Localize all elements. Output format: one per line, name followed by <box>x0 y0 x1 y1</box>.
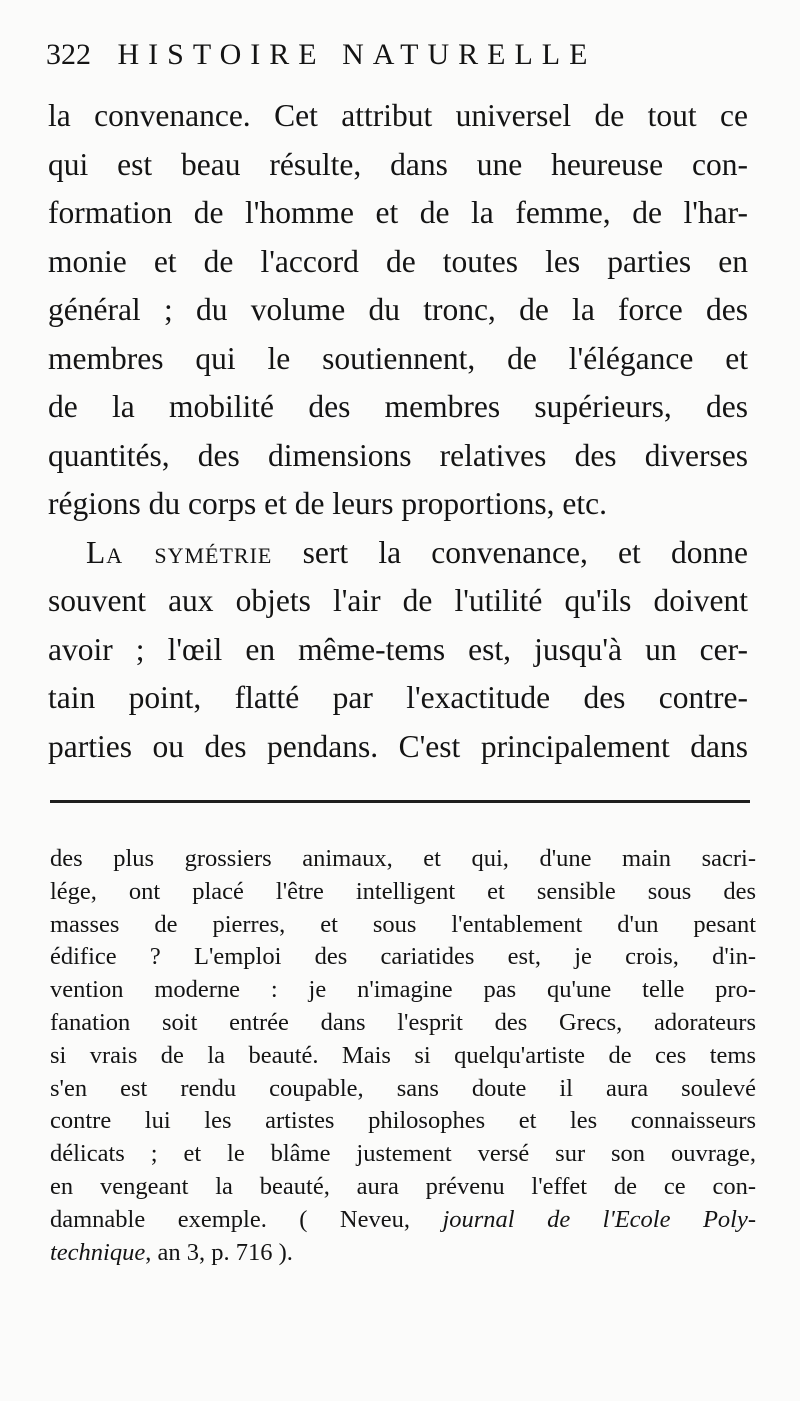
footnote-citation-line <box>50 1204 756 1237</box>
footnote-citation-end-line <box>50 1237 756 1270</box>
text-line: tain point, flatté par l'exactitude des contre- <box>48 680 748 715</box>
footnote-line: si vrais de la beauté. Mais si quelqu'artiste de ces tems <box>50 1041 756 1069</box>
footnote-citation-ref: , an 3, p. 716 ). <box>145 1238 293 1266</box>
text-line: formation de l'homme et de la femme, de l'har- <box>48 195 748 230</box>
text-line: quantités, des dimensions relatives des diverses <box>48 437 748 473</box>
text-line: avoir ; l'œil en même-tems est, jusqu'à un cer- <box>48 631 748 667</box>
footnote-citation-journal: journal de l'Ecole Poly- <box>442 1205 756 1233</box>
footnote-line: lége, ont placé l'être intelligent et sensible sous des <box>50 877 756 905</box>
footnote-line: s'en est rendu coupable, sans doute il aura soulevé <box>50 1074 756 1102</box>
footnote-line: des plus grossiers animaux, et qui, d'une main sacri- <box>50 845 756 872</box>
footnote-line: délicats ; et le blâme justement versé sur son ouvrage, <box>50 1140 756 1168</box>
paragraph-first-line-rest: sert la convenance, et donne <box>302 534 748 570</box>
smallcaps-term: La symétrie <box>86 534 273 570</box>
footnote-line: masses de pierres, et sous l'entablement d'un pesant <box>50 910 756 938</box>
footnote-citation-text: damnable exemple. ( Neveu, <box>50 1205 443 1233</box>
running-title: HISTOIRE NATURELLE <box>117 38 597 71</box>
paragraph-first-line <box>48 529 748 578</box>
main-text <box>48 92 748 771</box>
footnote-separator-rule <box>50 800 750 803</box>
text-line: régions du corps et de leurs proportions, etc. <box>48 486 607 521</box>
footnote-line: contre lui les artistes philosophes et les connaisseurs <box>50 1107 756 1135</box>
text-line: membres qui le soutiennent, de l'élégance et <box>48 340 748 376</box>
footnote-citation-journal-cont: technique <box>50 1238 146 1266</box>
footnote-line: en vengeant la beauté, aura prévenu l'effet de ce con- <box>50 1172 756 1200</box>
footnote-line: fanation soit entrée dans l'esprit des Grecs, adorateurs <box>50 1008 756 1036</box>
footnote-line: vention moderne : je n'imagine pas qu'une telle pro- <box>50 976 756 1004</box>
text-line: de la mobilité des membres supérieurs, des <box>48 389 748 424</box>
text-line: qui est beau résulte, dans une heureuse con- <box>48 146 748 182</box>
text-line: souvent aux objets l'air de l'utilité qu'ils doivent <box>48 583 748 618</box>
running-head <box>46 38 766 78</box>
text-line: la convenance. Cet attribut universel de tout ce <box>48 98 748 133</box>
footnote <box>50 843 756 1269</box>
page-number: 322 <box>46 38 91 71</box>
text-line: parties ou des pendans. C'est principalement dans <box>48 728 748 764</box>
text-line: monie et de l'accord de toutes les parties en <box>48 243 748 279</box>
footnote-line: édifice ? L'emploi des cariatides est, je crois, d'in- <box>50 943 756 971</box>
text-line: général ; du volume du tronc, de la force des <box>48 292 748 327</box>
